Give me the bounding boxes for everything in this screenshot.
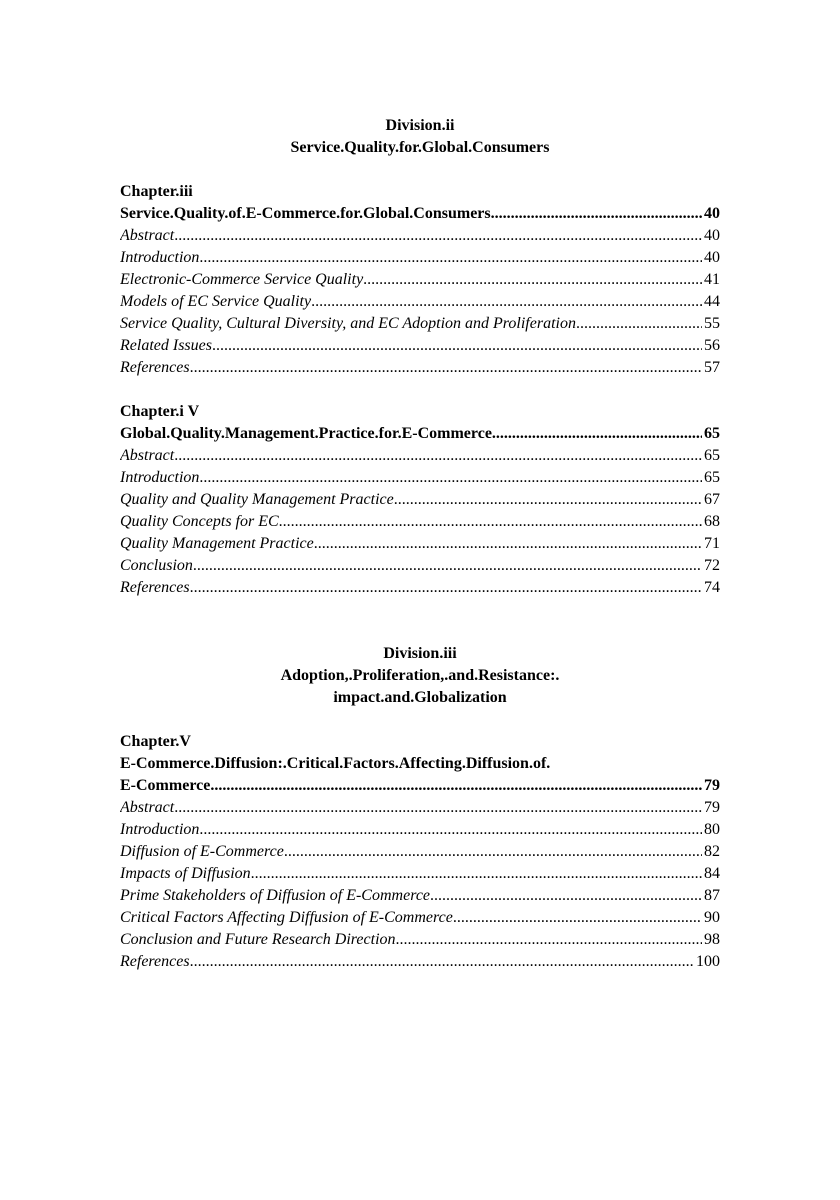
entry-title: Electronic-Commerce Service Quality — [120, 271, 364, 288]
page-number: 55 — [704, 315, 720, 332]
dot-leader — [190, 951, 694, 973]
page-number: 87 — [704, 887, 720, 904]
toc-entry[interactable] — [120, 819, 720, 841]
division-title-line: impact.and.Globalization — [333, 689, 507, 706]
chapter-title-line[interactable] — [120, 423, 720, 445]
division-heading — [120, 643, 720, 709]
dot-leader — [214, 775, 702, 797]
toc-entry[interactable] — [120, 269, 720, 291]
toc-entry[interactable] — [120, 291, 720, 313]
division-title: Service.Quality.for.Global.Consumers — [290, 139, 550, 156]
page-number: 68 — [704, 513, 720, 530]
chapter-title: Service.Quality.of.E-Commerce.for.Global.Consumers — [120, 205, 491, 222]
toc-entry[interactable] — [120, 247, 720, 269]
entry-title: Service Quality, Cultural Diversity, and EC Adoption and Proliferation — [120, 315, 576, 332]
page-number: 67 — [704, 491, 720, 508]
division-heading — [120, 115, 720, 159]
dot-leader — [190, 577, 702, 599]
toc-entry[interactable] — [120, 797, 720, 819]
division-label: Division.ii — [385, 117, 455, 134]
toc-entry[interactable] — [120, 929, 720, 951]
entry-title: Models of EC Service Quality — [120, 293, 312, 310]
division-title-line: Adoption,.Proliferation,.and.Resistance:. — [280, 667, 560, 684]
entry-title: Quality Concepts for EC — [120, 513, 279, 530]
toc-entry[interactable] — [120, 467, 720, 489]
dot-leader — [284, 841, 702, 863]
dot-leader — [174, 797, 702, 819]
dot-leader — [199, 819, 702, 841]
dot-leader — [193, 555, 702, 577]
chapter-title-line[interactable] — [120, 203, 720, 225]
toc-entry[interactable] — [120, 907, 720, 929]
toc-entry[interactable] — [120, 489, 720, 511]
dot-leader — [212, 335, 702, 357]
page-number: 100 — [696, 953, 720, 970]
page-number: 82 — [704, 843, 720, 860]
page-number: 40 — [704, 205, 720, 222]
page-number: 40 — [704, 227, 720, 244]
dot-leader — [576, 313, 702, 335]
chapter-section — [120, 181, 720, 379]
dot-leader — [174, 225, 702, 247]
page-number: 72 — [704, 557, 720, 574]
entry-title: References — [120, 359, 190, 376]
entry-title: Related Issues — [120, 337, 212, 354]
entry-title: Abstract — [120, 447, 175, 464]
toc-entry[interactable] — [120, 555, 720, 577]
page-number: 65 — [704, 447, 720, 464]
page-number: 57 — [704, 359, 720, 376]
page-number: 56 — [704, 337, 720, 354]
chapter-title: E-Commerce. — [120, 777, 215, 794]
page-number: 74 — [704, 579, 720, 596]
chapter-label: Chapter.iii — [120, 183, 193, 200]
dot-leader — [430, 885, 702, 907]
entry-title: Abstract — [120, 227, 175, 244]
dot-leader — [190, 357, 702, 379]
toc-entry[interactable] — [120, 313, 720, 335]
toc-entry[interactable] — [120, 577, 720, 599]
entry-title: Prime Stakeholders of Diffusion of E-Commerce — [120, 887, 431, 904]
entry-title: Conclusion — [120, 557, 193, 574]
page-number: 65 — [704, 469, 720, 486]
dot-leader — [314, 533, 702, 555]
dot-leader — [363, 269, 702, 291]
toc-entry[interactable] — [120, 511, 720, 533]
toc-entry[interactable] — [120, 863, 720, 885]
dot-leader — [311, 291, 702, 313]
toc-entry[interactable] — [120, 357, 720, 379]
entry-title: References — [120, 579, 190, 596]
entry-title: Diffusion of E-Commerce — [120, 843, 284, 860]
dot-leader — [394, 489, 702, 511]
toc-entry[interactable] — [120, 885, 720, 907]
chapter-section — [120, 401, 720, 599]
page-number: 40 — [704, 249, 720, 266]
entry-title: Quality and Quality Management Practice — [120, 491, 394, 508]
dot-leader — [279, 511, 702, 533]
dot-leader — [491, 203, 702, 225]
page-number: 98 — [704, 931, 720, 948]
chapter-title: Global.Quality.Management.Practice.for.E-Commerce — [120, 425, 492, 442]
dot-leader — [453, 907, 702, 929]
toc-entry[interactable] — [120, 841, 720, 863]
entry-title: Critical Factors Affecting Diffusion of E-Commerce — [120, 909, 453, 926]
dot-leader — [251, 863, 702, 885]
page-number: 84 — [704, 865, 720, 882]
dot-leader — [174, 445, 702, 467]
chapter-title-line[interactable] — [120, 775, 720, 797]
dot-leader — [396, 929, 702, 951]
chapter-section — [120, 731, 720, 973]
entry-title: Introduction — [120, 249, 200, 266]
dot-leader — [199, 247, 702, 269]
entry-title: Introduction — [120, 821, 200, 838]
dot-leader — [199, 467, 702, 489]
page-number: 90 — [704, 909, 720, 926]
toc-entry[interactable] — [120, 533, 720, 555]
entry-title: Impacts of Diffusion — [120, 865, 251, 882]
page-number: 44 — [704, 293, 720, 310]
toc-entry[interactable] — [120, 951, 720, 973]
toc-entry[interactable] — [120, 445, 720, 467]
chapter-label: Chapter.i V — [120, 403, 200, 420]
toc-entry[interactable] — [120, 335, 720, 357]
toc-entry[interactable] — [120, 225, 720, 247]
entry-title: Quality Management Practice — [120, 535, 314, 552]
page-number: 80 — [704, 821, 720, 838]
entry-title: Introduction — [120, 469, 200, 486]
chapter-title-first-line[interactable]: E-Commerce.Diffusion:.Critical.Factors.Affecting.Diffusion.of. — [120, 755, 551, 772]
page-number: 41 — [704, 271, 720, 288]
entry-title: References — [120, 953, 190, 970]
entry-title: Conclusion and Future Research Direction — [120, 931, 396, 948]
chapter-label: Chapter.V — [120, 733, 191, 750]
division-label: Division.iii — [383, 645, 457, 662]
page-number: 71 — [704, 535, 720, 552]
page-number: 65 — [704, 425, 720, 442]
entry-title: Abstract — [120, 799, 175, 816]
page-number: 79 — [704, 777, 720, 794]
page-number: 79 — [704, 799, 720, 816]
dot-leader — [492, 423, 702, 445]
